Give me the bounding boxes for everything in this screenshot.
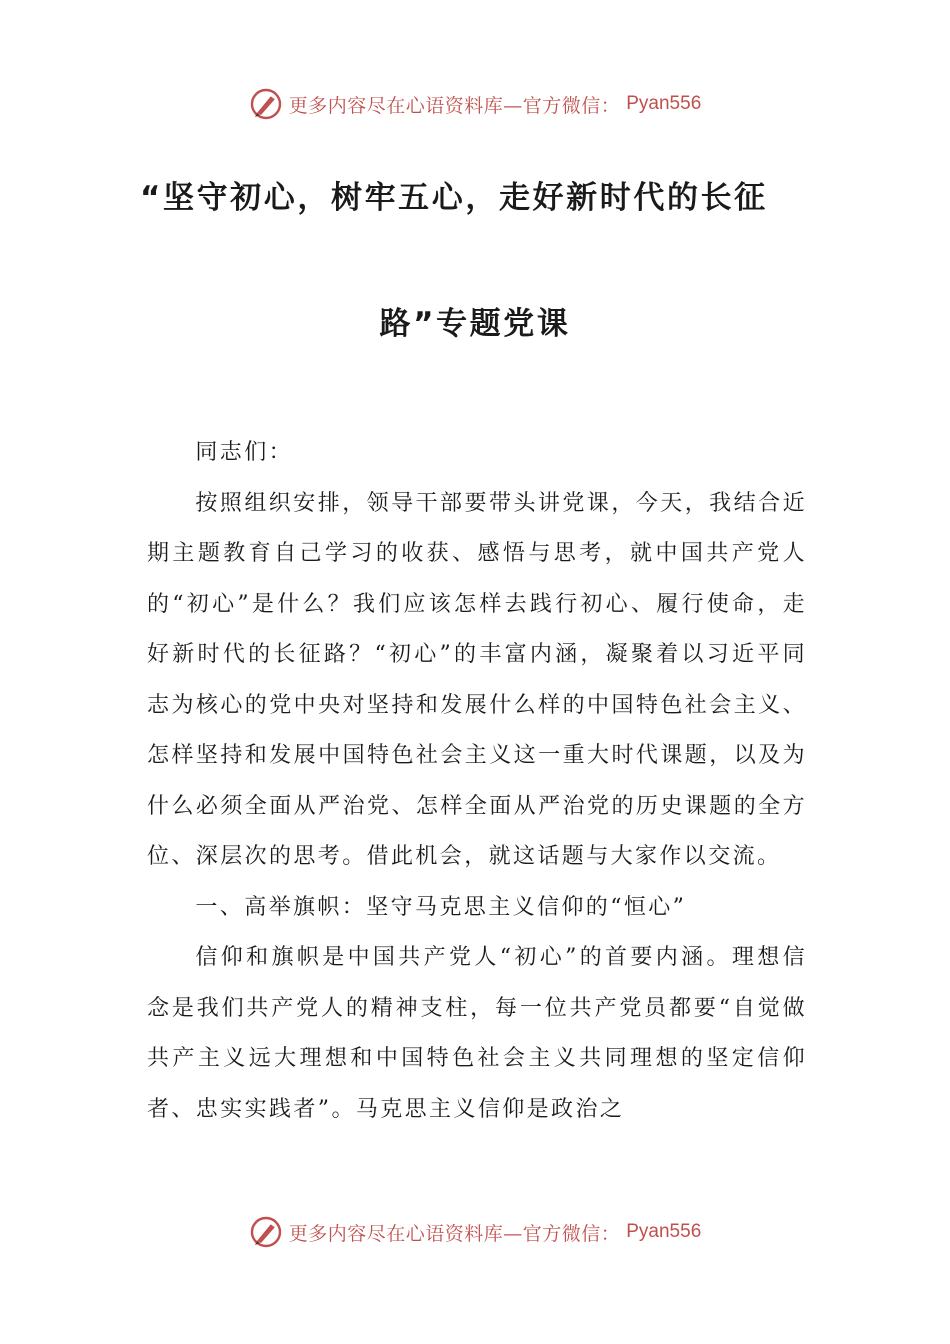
pen-logo-icon bbox=[249, 87, 283, 121]
watermark-id: Pyan556 bbox=[626, 1221, 702, 1242]
watermark-text: 更多内容尽在心语资料库—官方微信： bbox=[288, 94, 621, 117]
watermark-id: Pyan556 bbox=[626, 93, 702, 114]
document-body bbox=[147, 428, 807, 1135]
header-watermark bbox=[0, 84, 950, 124]
document-title-line-2: 路”专题党课 bbox=[379, 306, 571, 342]
document-title-line-1: “坚守初心，树牢五心，走好新时代的长征 bbox=[140, 180, 768, 216]
section-heading-1: 一、高举旗帜：坚守马克思主义信仰的“恒心” bbox=[195, 894, 687, 920]
paragraph-intro: 按照组织安排，领导干部要带头讲党课，今天，我结合近期主题教育自己学习的收获、感悟与思考，就中国共产党人的“初心”是什么？我们应该怎样去践行初心、履行使命，走好新时代的长征路？“初心”的丰富内涵，凝聚着以习近平同志为核心的党中央对坚持和发展什么样的中国特色社会主义、怎样坚持和发展中国特色社会主义这一重大时代课题，以及为什么必须全面从严治党、怎样全面从严治党的历史课题的全方位、深层次的思考。借此机会，就这话题与大家作以交流。 bbox=[147, 490, 807, 869]
paragraph-section-1: 信仰和旗帜是中国共产党人“初心”的首要内涵。理想信念是我们共产党人的精神支柱，每一位共产党员都要“自觉做共产主义远大理想和中国特色社会主义共同理想的坚定信仰者、忠实实践者”。马克思主义信仰是政治之 bbox=[147, 945, 807, 1122]
footer-watermark bbox=[0, 1212, 950, 1252]
watermark-text: 更多内容尽在心语资料库—官方微信： bbox=[288, 1222, 621, 1245]
greeting: 同志们： bbox=[195, 440, 293, 465]
pen-logo-icon bbox=[249, 1215, 283, 1249]
